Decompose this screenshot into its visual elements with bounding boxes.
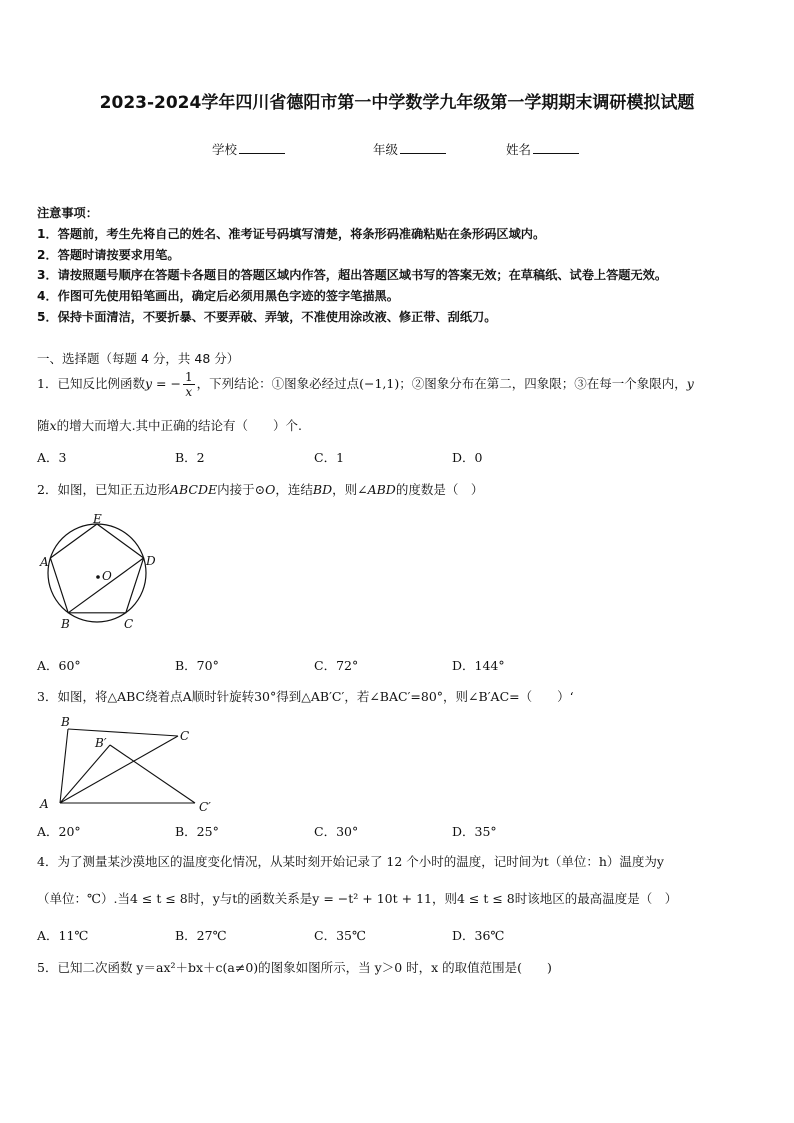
option-d[interactable]: D．0 (452, 450, 483, 465)
q3-options (0, 822, 794, 838)
q1-options (0, 448, 794, 464)
page-title: 2023-2024学年四川省德阳市第一中学数学九年级第一学期期末调研模拟试题 (99, 93, 695, 113)
grade-blank[interactable] (400, 141, 446, 154)
school-label: 学校 (212, 142, 238, 157)
name-blank[interactable] (533, 141, 579, 154)
label-d: D (146, 554, 156, 568)
option-a[interactable]: A．60° (37, 658, 81, 673)
question-1-line2: 随x的增大而增大.其中正确的结论有（ ）个. (37, 418, 303, 433)
school-field (212, 140, 285, 158)
question-4-line2: （单位：℃）.当4 ≤ t ≤ 8时，y与t的函数关系是y = −t² + 10t + 11，则4 ≤ t ≤ 8时该地区的最高温度是（ ） (37, 891, 678, 906)
question-4-line1: 4．为了测量某沙漠地区的温度变化情况，从某时刻开始记录了 12 个小时的温度，记时间为t（单位：h）温度为y (37, 854, 664, 869)
option-a[interactable]: A．20° (37, 824, 81, 839)
label-b: B (61, 617, 70, 631)
question-2: 2．如图，已知正五边形ABCDE内接于⊙O，连结BD，则∠ABD的度数是（ ） (37, 482, 484, 497)
option-c[interactable]: C．1 (314, 450, 345, 465)
note-item: 2．答题时请按要求用笔。 (37, 248, 180, 262)
note-item: 5．保持卡面清洁，不要折暴、不要弄破、弄皱，不准使用涂改液、修正带、刮纸刀。 (37, 310, 497, 324)
pentagon-circle-figure (35, 512, 165, 636)
option-c[interactable]: C．72° (314, 658, 359, 673)
label-a: A (40, 797, 49, 811)
label-b-prime: B′ (95, 736, 107, 750)
question-5: 5．已知二次函数 y＝ax²＋bx＋c(a≠0)的图象如图所示，当 y＞0 时，x 的取值范围是( ) (37, 960, 552, 975)
q4-options (0, 926, 794, 942)
option-d[interactable]: D．35° (452, 824, 497, 839)
question-3: 3．如图，将△ABC绕着点A顺时针旋转30°得到△AB′C′，若∠BAC′=80°，则∠B′AC=（ ）‘ (37, 689, 574, 704)
label-c-prime: C′ (199, 800, 211, 814)
option-b[interactable]: B．2 (175, 450, 205, 465)
option-d[interactable]: D．144° (452, 658, 505, 673)
option-d[interactable]: D．36℃ (452, 928, 505, 943)
question-1: 1．已知反比例函数y = − $\frac{1}{x}$ ，下列结论：①图象必经过点(−1,1)；②图象分布在第二，四象限；③在每一个象限内，y (37, 370, 694, 399)
option-a[interactable]: A．11℃ (37, 928, 89, 943)
label-c: C (124, 617, 134, 631)
name-label: 姓名 (506, 142, 532, 157)
option-c[interactable]: C．30° (314, 824, 359, 839)
section-heading: 一、选择题（每题 4 分，共 48 分） (37, 351, 240, 366)
segment-bd (68, 558, 143, 613)
label-o: O (102, 569, 112, 583)
option-b[interactable]: B．70° (175, 658, 219, 673)
note-item: 3．请按照题号顺序在答题卡各题目的答题区域内作答，超出答题区域书写的答案无效；在草稿纸、试卷上答题无效。 (37, 268, 668, 282)
option-c[interactable]: C．35℃ (314, 928, 366, 943)
label-c: C (180, 729, 190, 743)
notes-heading: 注意事项： (37, 206, 98, 220)
q1-text: 1．已知反比例函数 (37, 376, 145, 391)
note-item: 1．答题前，考生先将自己的姓名、准考证号码填写清楚，将条形码准确粘贴在条形码区域内。 (37, 227, 546, 241)
grade-label: 年级 (373, 142, 399, 157)
option-b[interactable]: B．25° (175, 824, 219, 839)
circumscribed-circle (48, 524, 146, 622)
label-e: E (93, 512, 102, 526)
name-field (506, 140, 579, 158)
q2-options (0, 656, 794, 672)
label-a: A (40, 555, 49, 569)
center-point (96, 575, 100, 579)
option-a[interactable]: A．3 (37, 450, 67, 465)
school-blank[interactable] (239, 141, 285, 154)
note-item: 4．作图可先使用铅笔画出，确定后必须用黑色字迹的签字笔描黑。 (37, 289, 399, 303)
grade-field (373, 140, 446, 158)
rotation-figure (35, 712, 225, 818)
option-b[interactable]: B．27℃ (175, 928, 227, 943)
label-b: B (61, 715, 70, 729)
fraction: $\frac{1}{x}$ (184, 370, 193, 399)
